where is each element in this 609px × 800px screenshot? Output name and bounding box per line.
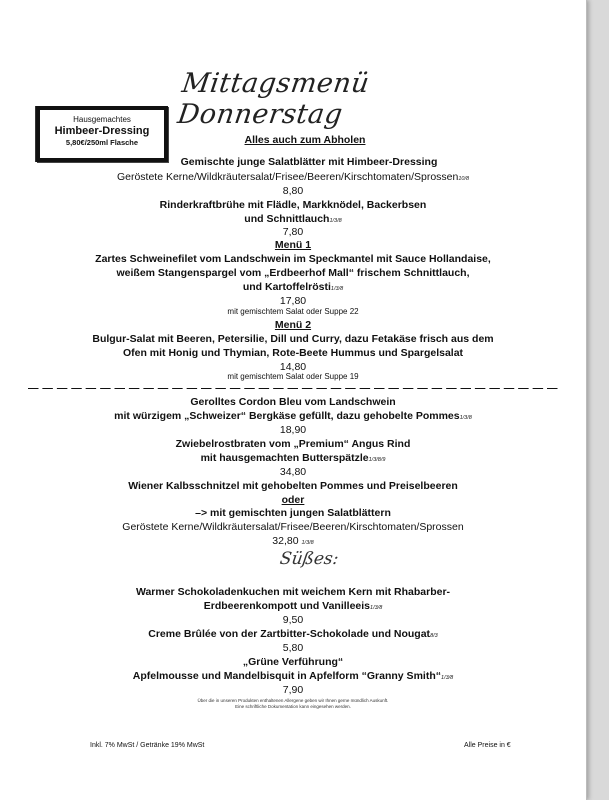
currency-note: Alle Preise in € [464, 742, 511, 749]
salad-allergens: 10/8 [458, 176, 470, 182]
stamp-line-1: Hausgemachtes [73, 115, 131, 124]
menu1-line-1: Zartes Schweinefilet vom Landschwein im Speckmantel mit Sauce Hollandaise, [95, 253, 491, 265]
zwiebel-allergens: 1/3/8/9 [368, 457, 386, 463]
soup-line-1: Rinderkraftbrühe mit Flädle, Markknödel, Backerbsen [159, 199, 427, 211]
dessert3-line-2: Apfelmousse und Mandelbisquit in Apfelform “Granny Smith“1/3/8 [132, 670, 454, 682]
menu1-allergens: 1/3/8 [330, 286, 344, 292]
menu1-line-3: und Kartoffelrösti1/3/8 [242, 281, 344, 293]
dessert3-price: 7,90 [282, 684, 304, 696]
menu1-heading: Menü 1 [274, 239, 312, 251]
zwiebel-price: 34,80 [279, 466, 307, 478]
salad-price: 8,80 [282, 185, 304, 197]
soup-price: 7,80 [282, 226, 304, 238]
zwiebel-line-1: Zwiebelrostbraten vom „Premium“ Angus Rind [175, 438, 411, 450]
wiener-line-1: Wiener Kalbsschnitzel mit gehobelten Pommes und Preiselbeeren [128, 480, 458, 492]
cordon-price: 18,90 [279, 424, 307, 436]
dessert1-line-2: Erdbeerenkompott und Vanilleeis1/3/8 [203, 600, 383, 612]
dessert2-price: 5,80 [282, 642, 304, 654]
dessert1-price: 9,50 [282, 614, 304, 626]
menu-title: Mittagsmenü Donnerstag [175, 68, 372, 130]
wiener-allergens: 1/3/8 [301, 540, 314, 546]
salad-desc: Geröstete Kerne/Wildkräutersalat/Frisee/Beeren/Kirschtomaten/Sprossen10/8 [116, 171, 470, 183]
stamp-line-3: 5,80€/250ml Flasche [65, 138, 139, 147]
takeaway-note: Alles auch zum Abholen [244, 134, 366, 146]
dessert1-line-1: Warmer Schokoladenkuchen mit weichem Kern mit Rhabarber- [135, 586, 451, 598]
vat-note: Inkl. 7% MwSt / Getränke 19% MwSt [90, 742, 205, 749]
wiener-line-2: –> mit gemischten jungen Salatblättern [195, 507, 391, 519]
allergen-footnote [0, 698, 586, 710]
wiener-or: oder [281, 494, 305, 506]
soup-line-2: und Schnittlauch1/3/8 [244, 213, 342, 225]
menu1-price: 17,80 [279, 295, 307, 307]
cordon-line-2: mit würzigem „Schweizer“ Bergkäse gefüllt, dazu gehobelte Pommes1/3/8 [114, 410, 472, 422]
menu2-heading: Menü 2 [274, 319, 312, 331]
menu2-note: mit gemischtem Salat oder Suppe 19 [227, 372, 359, 381]
menu1-line-2: weißem Stangenspargel vom „Erdbeerhof Mall“ frischem Schnittlauch, [116, 267, 470, 279]
stamp-line-2: Himbeer-Dressing [54, 125, 150, 137]
wiener-price: 32,80 1/3/8 [272, 535, 314, 547]
zwiebel-line-2: mit hausgemachten Butterspätzle1/3/8/9 [200, 452, 386, 464]
footnote-line-1: Über die in unseren Produkten enthaltenen Allergene geben wir Ihnen gerne mündlich Auskunft. [197, 698, 389, 703]
menu2-line-1: Bulgur-Salat mit Beeren, Petersilie, Dill und Curry, dazu Fetakäse frisch aus dem [92, 333, 494, 345]
cordon-line-1: Gerolltes Cordon Bleu vom Landschwein [190, 396, 396, 408]
dessert3-allergens: 1/3/8 [440, 675, 454, 681]
soup-allergens: 1/3/8 [329, 218, 342, 224]
dessert1-allergens: 1/3/8 [370, 605, 383, 611]
dessert2-line-1: Creme Brûlée von der Zartbitter-Schokolade und Nougat8/3 [148, 628, 438, 640]
cordon-allergens: 1/3/8 [459, 415, 472, 421]
salad-name: Gemischte junge Salatblätter mit Himbeer-Dressing [180, 156, 438, 168]
dessert3-line-1: „Grüne Verführung“ [242, 656, 344, 668]
wiener-desc: Geröstete Kerne/Wildkräutersalat/Frisee/Beeren/Kirschtomaten/Sprossen [122, 521, 464, 533]
menu2-line-2: Ofen mit Honig und Thymian, Rote-Beete Hummus und Spargelsalat [122, 347, 464, 359]
menu1-note: mit gemischtem Salat oder Suppe 22 [227, 307, 359, 316]
dessert2-allergens: 8/3 [430, 633, 438, 639]
menu2-price: 14,80 [279, 361, 307, 373]
section-divider: — — — — — — — — — — — — — — — — — — — — — — — — — — — — — — — — — — — — — [27, 382, 559, 394]
footnote-line-2: Eine schriftliche Dokumentation kann eingesehen werden. [235, 704, 351, 709]
sweets-heading: Süßes: [278, 549, 340, 569]
